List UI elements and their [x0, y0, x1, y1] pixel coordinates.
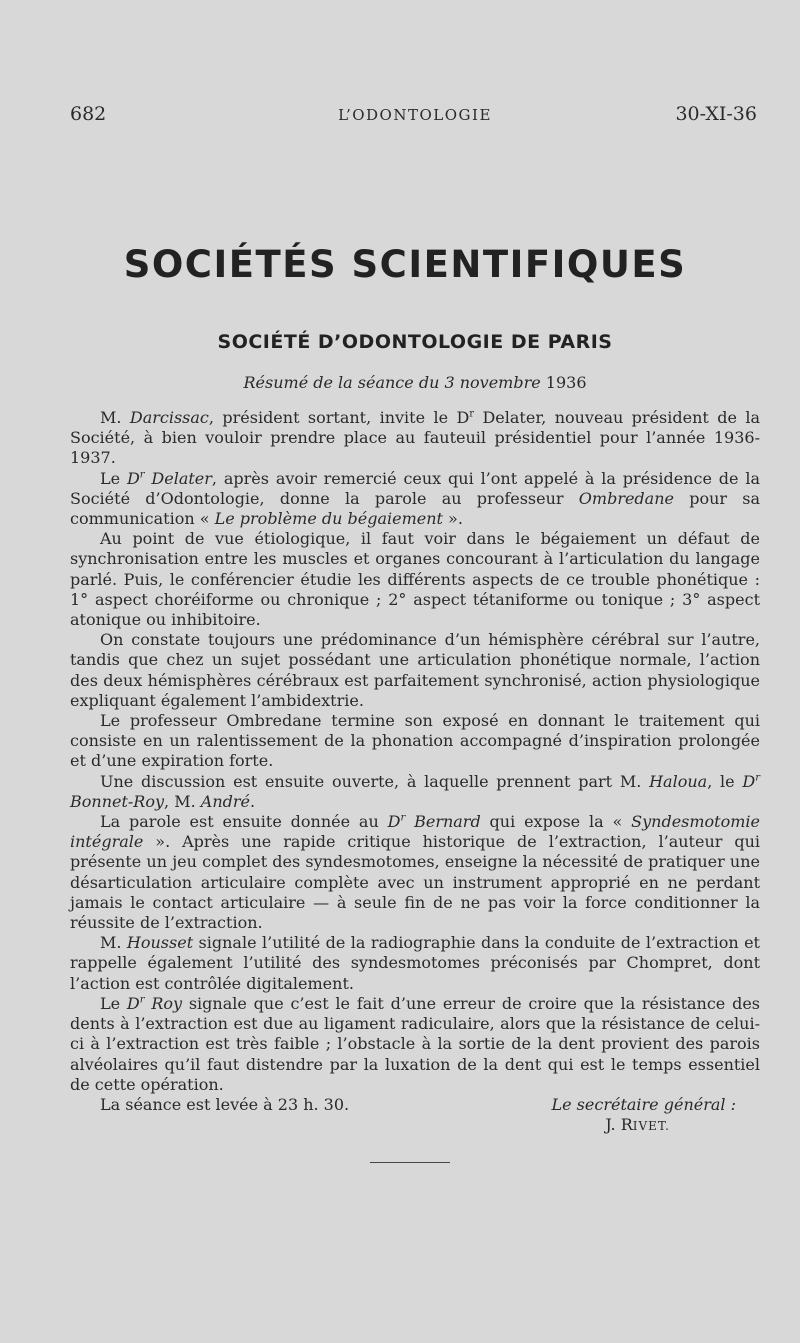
subtitle-year: 1936 — [545, 373, 587, 392]
end-rule-divider — [370, 1162, 450, 1163]
talk-title: Syndesmotomie intégrale — [70, 812, 760, 852]
section-title: SOCIÉTÉS SCIENTIFIQUES — [123, 243, 687, 286]
paragraph-6: Une discussion est ensuite ouverte, à laquelle prennent part M. Haloua, le $D^r$ Bonnet-Roy, M. André. — [70, 771, 760, 811]
paragraph-9: Le $D^r$ Roy signale que c’est le fait d’une erreur de croire que la résistance des dents à l’extraction est due au ligament radiculaire, alors que la résistance de celui-ci à l’extraction est très faible ; l’obstacle à la sortie de la dent provient des parois alvéolaires qu’il faut distendre par la luxation de la dent qui est le temps essentiel de cette opération. — [70, 993, 760, 1094]
person-name: Bonnet-Roy — [70, 791, 165, 811]
article-body — [70, 408, 760, 1136]
person-name: Ombredane — [578, 488, 674, 508]
signatory-role: Le secrétaire général : — [551, 1094, 736, 1114]
page-number: 682 — [70, 103, 107, 125]
paragraph-5: Le professeur Ombredane termine son exposé en donnant le traitement qui consiste en un ralentissement de la phonation accompagné d’inspiration prolongée et d’une expiration forte. — [70, 711, 760, 771]
signatory-name: J. RIVET. — [605, 1115, 670, 1135]
paragraph-3: Au point de vue étiologique, il faut voir dans le bégaiement un défaut de synchronisation entre les muscles et organes concourant à l’articulation du langage parlé. Puis, le conférencier étudie les différents aspects de ce trouble phonétique : 1° aspect choréiforme ou chronique ; 2° aspect tétaniforme ou tonique ; 3° aspect atonique ou inhibitoire. — [70, 529, 760, 630]
paragraph-4: On constate toujours une prédominance d’un hémisphère cérébral sur l’autre, tandis que chez un sujet possédant une articulation phonétique normale, l’action des deux hémisphères cérébraux est parfaitement synchronisé, action physiologique expliquant également l’ambidextrie. — [70, 630, 760, 710]
paragraph-7: La parole est ensuite donnée au $D^r$ Bernard qui expose la « Syndesmotomie intégrale ». Après une rapide critique historique de l’extraction, l’auteur qui présente un jeu complet des syndesmotomes, enseigne la nécessité de pratiquer une désarticulation articulaire complète avec un instrument approprié en ne perdant jamais le contact articulaire — à seule fin de ne pas voir la force conditionner la réussite de l’extraction. — [70, 812, 760, 933]
society-title: SOCIÉTÉ D’ODONTOLOGIE DE PARIS — [217, 331, 613, 353]
issue-date: 30-XI-36 — [675, 103, 757, 125]
paragraph-1: M. Darcissac, président sortant, invite le $D^r$ Delater, nouveau président de la Société, à bien vouloir prendre place au fauteuil présidentiel pour l’année 1936-1937. — [70, 408, 760, 468]
closing-line — [70, 1095, 760, 1115]
person-name: Darcissac — [129, 408, 209, 427]
talk-title: Le problème du bégaiement — [214, 509, 443, 529]
person-name: André — [200, 791, 250, 811]
paragraph-8: M. Housset signale l’utilité de la radiographie dans la conduite de l’extraction et rappelle également l’utilité des syndesmotomes préconisés par Chompret, dont l’action est contrôlée digitalement. — [70, 933, 760, 993]
person-name: Bernard — [405, 812, 481, 832]
person-name: Housset — [126, 933, 194, 953]
subtitle-text: Résumé de la séance du 3 novembre — [243, 373, 541, 392]
closing-text: La séance est levée à 23 h. 30. — [100, 1094, 350, 1114]
person-name: Roy — [144, 993, 183, 1013]
person-name: Haloua — [649, 771, 708, 791]
running-head — [0, 103, 800, 133]
journal-title: L’ODONTOLOGIE — [338, 106, 492, 124]
paragraph-2: Le $D^r$ Delater, après avoir remercié ceux qui l’ont appelé à la présidence de la Société d’Odontologie, donne la parole au professeur Ombredane pour sa communication « Le problème du bégaiement ». — [70, 468, 761, 529]
session-subtitle — [0, 373, 800, 392]
person-name: Delater — [144, 468, 212, 488]
